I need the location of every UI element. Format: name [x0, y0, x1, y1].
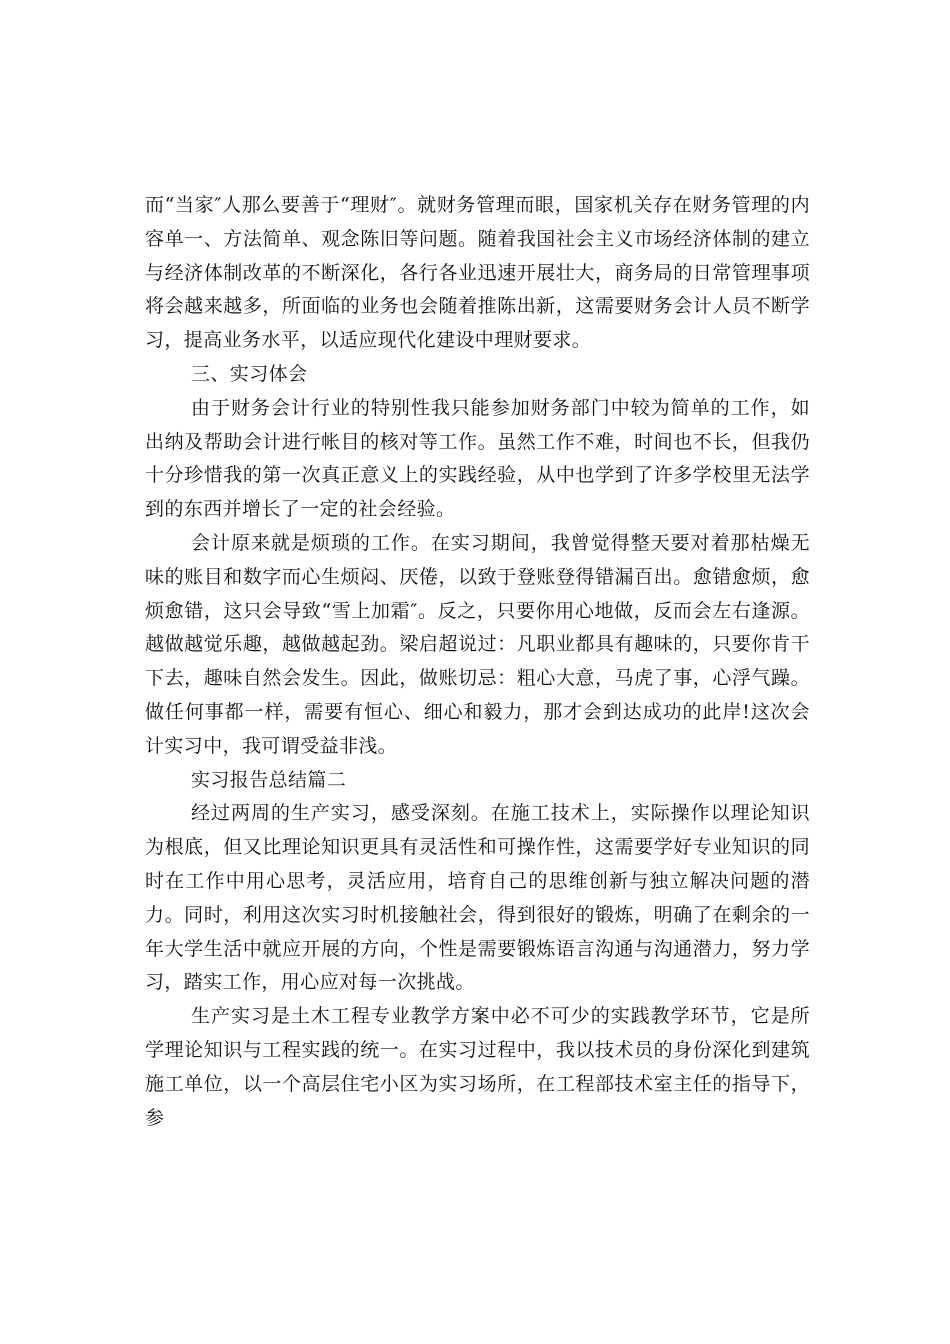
document-body: [145, 189, 810, 1135]
paragraph-finance-management: 而“当家″人那么要善于“理财″。就财务管理而眼，国家机关存在财务管理的内容单一、方法简单、观念陈旧等问题。随着我国社会主义市场经济体制的建立与经济体制改革的不断深化，各行各业迅速开展壮大，商务局的日常管理事项将会越来越多，所面临的业务也会随着推陈出新，这需要财务会计人员不断学习，提高业务水平，以适应现代化建设中理财要求。: [145, 194, 810, 352]
paragraph-production-internship-feelings: 经过两周的生产实习，感受深刻。在施工技术上，实际操作以理论知识为根底，但又比理论知识更具有灵活性和可操作性，这需要学好专业知识的同时在工作中用心思考，灵活应用，培育自己的思维创新与独立解决问题的潜力。同时，利用这次实习时机接触社会，得到很好的锻炼，明确了在剩余的一年大学生活中就应开展的方向，个性是需要锻炼语言沟通与沟通潜力，努力学习，踏实工作，用心应对每一次挑战。: [145, 802, 810, 994]
paragraph-accounting-tedious-work: 会计原来就是烦琐的工作。在实习期间，我曾觉得整天要对着那枯燥无味的账目和数字而心生烦闷、厌倦，以致于登账登得错漏百出。愈错愈烦，愈烦愈错，这只会导致“雪上加霜″。反之，只要你用心地做，反而会左右逢源。越做越觉乐趣，越做越起劲。梁启超说过：凡职业都具有趣味的，只要你肯干下去，趣味自然会发生。因此，做账切忌：粗心大意，马虎了事，心浮气躁。做任何事都一样，需要有恒心、细心和毅力，那才会到达成功的此岸!这次会计实习中，我可谓受益非浅。: [145, 531, 810, 757]
paragraph-civil-engineering-practice: 生产实习是土木工程专业教学方案中必不可少的实践教学环节，它是所学理论知识与工程实践的统一。在实习过程中，我以技术员的身份深化到建筑施工单位，以一个高层住宅小区为实习场所，在工程部技术室主任的指导下，参: [145, 1005, 810, 1129]
section-heading-report-part-two: 实习报告总结篇二: [191, 768, 347, 791]
paragraph-accounting-special-work: 由于财务会计行业的特别性我只能参加财务部门中较为简单的工作，如出纳及帮助会计进行帐目的核对等工作。虽然工作不难，时间也不长，但我仍十分珍惜我的第一次真正意义上的实践经验，从中也学到了许多学校里无法学到的东西并增长了一定的社会经验。: [145, 396, 810, 521]
section-heading-internship-experience: 三、实习体会: [191, 362, 308, 385]
